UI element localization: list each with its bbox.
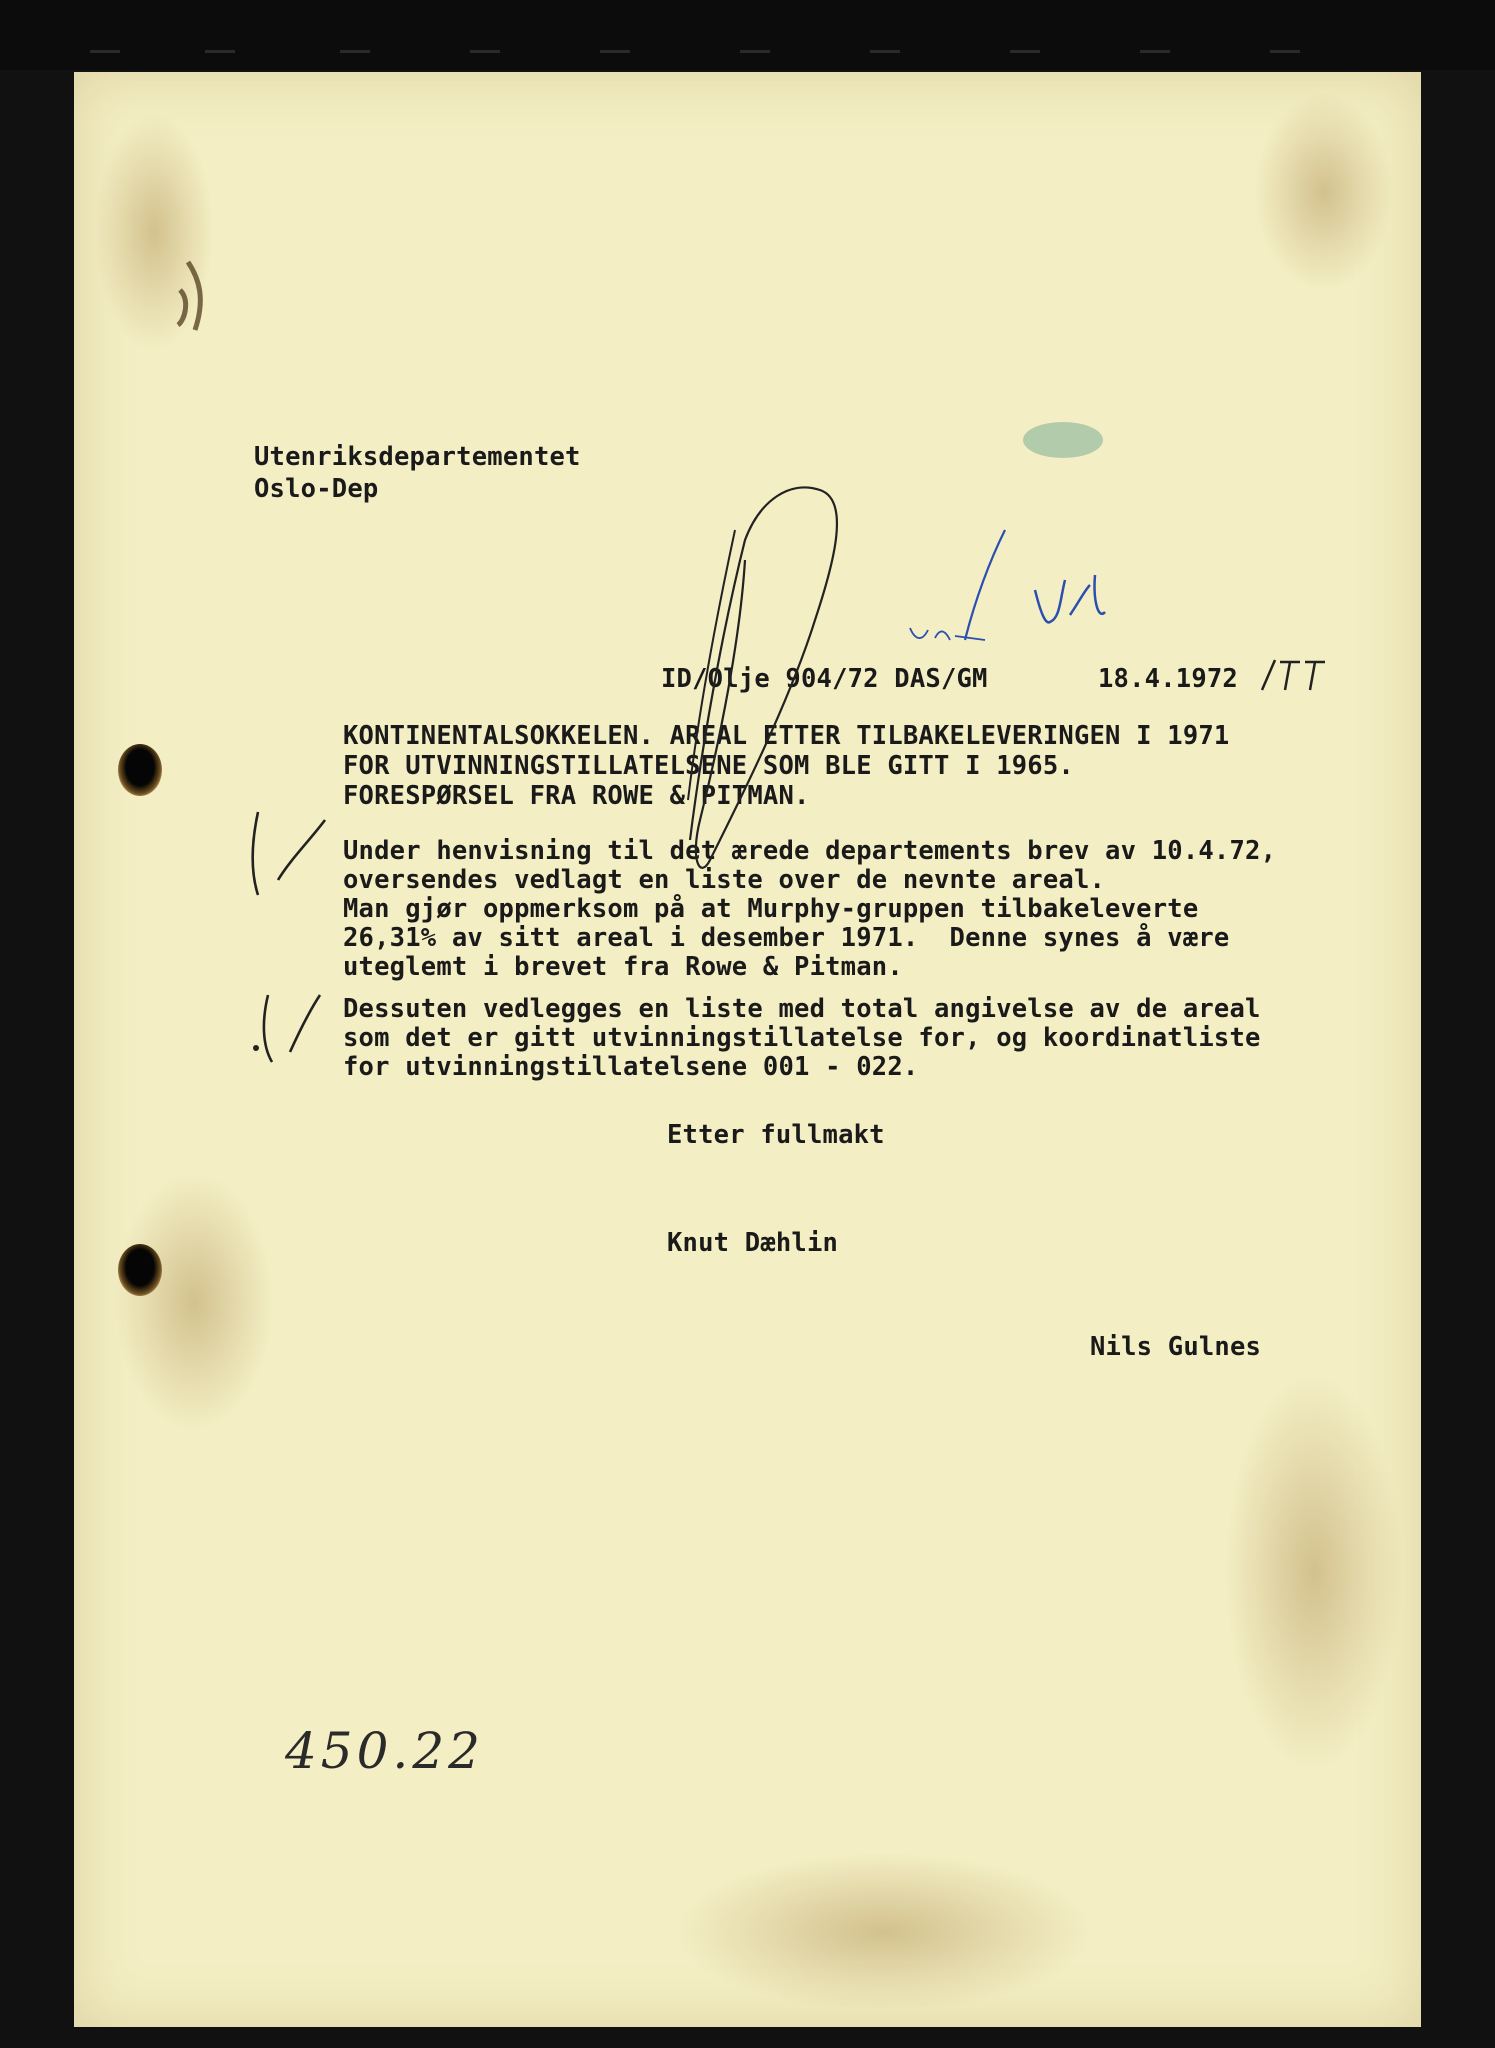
- paragraph2-line: for utvinningstillatelsene 001 - 022.: [343, 1052, 919, 1082]
- signature-stroke: [688, 530, 735, 800]
- paragraph1-line: uteglemt i brevet fra Rowe & Pitman.: [343, 952, 903, 982]
- paragraph1-line: Man gjør oppmerksom på at Murphy-gruppen tilbakeleverte: [343, 894, 1199, 924]
- margin-tick-1: [253, 812, 325, 895]
- reference-code: ID/Olje 904/72 DAS/GM: [661, 664, 988, 694]
- blue-initials-mark: [1035, 575, 1105, 622]
- signatory-2: Nils Gulnes: [1090, 1332, 1262, 1362]
- margin-dot: [253, 1045, 259, 1051]
- paragraph1-line: Under henvisning til det ærede departements brev av 10.4.72,: [343, 836, 1277, 866]
- letter-date: 18.4.1972: [1098, 664, 1238, 694]
- signatory-1: Knut Dæhlin: [667, 1228, 839, 1258]
- blue-check-mark: [965, 530, 1005, 640]
- blue-small-note: [910, 628, 985, 640]
- margin-tick-2: [264, 995, 320, 1062]
- subject-line: FOR UTVINNINGSTILLATELSENE SOM BLE GITT I 1965.: [343, 751, 1074, 781]
- handwritten-file-number: 450.22: [285, 1722, 484, 1780]
- blue-stamp-smudge: [1023, 422, 1103, 458]
- subject-line: FORESPØRSEL FRA ROWE & PITMAN.: [343, 781, 810, 811]
- recipient-name: Utenriksdepartementet: [254, 442, 581, 472]
- closing-text: Etter fullmakt: [667, 1120, 885, 1150]
- paragraph2-line: som det er gitt utvinningstillatelse for, og koordinatliste: [343, 1023, 1261, 1053]
- subject-line: KONTINENTALSOKKELEN. AREAL ETTER TILBAKELEVERINGEN I 1971: [343, 721, 1230, 751]
- paragraph1-line: oversendes vedlagt en liste over de nevnte areal.: [343, 865, 1106, 895]
- paragraph1-line: 26,31% av sitt areal i desember 1971. Denne synes å være: [343, 923, 1230, 953]
- loop-signature: [690, 487, 837, 867]
- burn-mark: [178, 262, 200, 330]
- date-annotation: [1262, 660, 1325, 690]
- paragraph2-line: Dessuten vedlegges en liste med total angivelse av de areal: [343, 994, 1261, 1024]
- recipient-location: Oslo-Dep: [254, 474, 379, 504]
